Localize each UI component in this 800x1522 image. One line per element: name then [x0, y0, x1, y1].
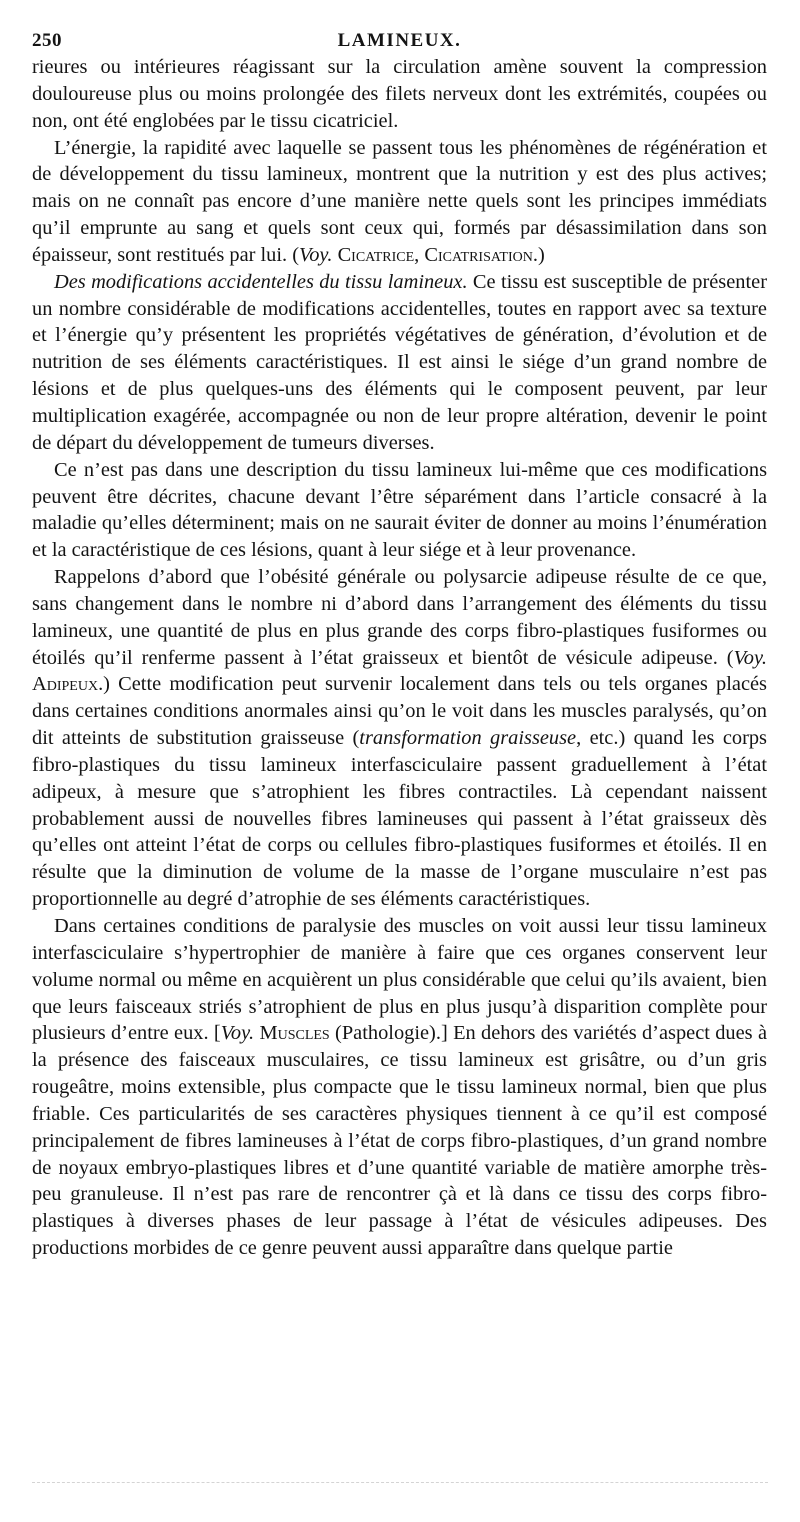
cross-reference: Muscles — [259, 1022, 330, 1045]
text-segment: L’énergie, la rapidité avec laquelle se passent tous les phénomènes de régénération et de développement du tissu lamineux, montrent que la nutrition y est des plus actives; mais on ne connaît pas encore d’une manière nette quels sont les principes immédiats qu’il emprunte au sang et quels sont ceux qui, formés par désassimilation dans son épaisseur, sont restitués par lui. ( — [32, 136, 767, 266]
paragraph — [32, 457, 767, 564]
cross-reference: Cicatrice — [337, 243, 415, 266]
page-header — [32, 30, 767, 54]
text-segment-italic: Voy. — [733, 646, 767, 669]
paragraph — [32, 564, 767, 913]
text-segment-italic: Voy. — [220, 1022, 255, 1045]
text-segment: (Pathologie).] En dehors des variétés d’aspect dues à la présence des faisceaux musculaires, ce tissu lamineux est grisâtre, ou d’un gris rougeâtre, moins extensible, plus compacte que le tissu lamineux normal, bien que plus friable. Ces particularités de ses caractères physiques tiennent à ce qu’il est composé principalement de fibres lamineuses à l’état de corps fibro-plastiques, d’un grand nombre de noyaux embryo-plastiques libres et d’une quantité variable de matière amorphe très-peu granuleuse. Il n’est pas rare de rencontrer çà et là dans ce tissu des corps fibro-plastiques à diverses phases de leur passage à l’état de vésicules adipeuses. Des productions morbides de ce genre peuvent aussi apparaître dans quelque partie — [32, 1022, 767, 1260]
document-page — [32, 30, 767, 1262]
text-segment: , etc.) quand les corps fibro-plastiques du tissu lamineux interfasciculaire passent graduellement à l’état adipeux, à mesure que s’atrophient les fibres contractiles. Là cependant naissent probablement aussi de nouvelles fibres lamineuses qui passent à l’état graisseux dès qu’elles ont atteint l’état de corps ou cellules fibro-plastiques fusiformes et étoilés. Il en résulte que la diminution de volume de la masse de l’organe musculaire n’est pas proportionnelle au degré d’atrophie de ses éléments caractéristiques. — [32, 727, 767, 911]
cross-reference: Cicatrisation — [424, 243, 533, 266]
text-segment-italic: transformation graisseuse — [359, 727, 577, 750]
text-segment: .) — [532, 243, 545, 266]
text-segment: Dans certaines conditions de paralysie des muscles on voit aussi leur tissu lamineux interfasciculaire s’hypertrophier de manière à faire que ces organes conservent leur volume normal ou même en acquièrent un plus considérable que celui qu’ils avaient, bien que leurs faisceaux striés s’atrophient de plus en plus jusqu’à disparition complète pour plusieurs d’entre eux. [ — [32, 915, 767, 1045]
section-heading-italic: Des modifications accidentelles du tissu lamineux. — [54, 270, 468, 293]
paragraph — [32, 135, 767, 269]
text-segment: Rappelons d’abord que l’obésité générale ou polysarcie adipeuse résulte de ce que, sans changement dans le nombre ni d’abord dans l’arrangement des éléments du tissu lamineux, une quantité de plus en plus grande des corps fibro-plastiques fusiformes ou étoilés qu’il renferme passent à l’état graisseux et bientôt de vésicule adipeuse. ( — [32, 566, 767, 669]
text-segment-italic: Voy. — [299, 243, 333, 266]
text-segment: Ce tissu est susceptible de présenter un nombre considérable de modifications accidentelles, toutes en rapport avec sa texture et l’énergie qu’y présentent les propriétés végétatives de génération, d’évolution et de nutrition de ses éléments caractéristiques. Il est ainsi le siége d’un grand nombre de lésions et de plus quelques-uns des éléments qui le composent peuvent, par leur multiplication exagérée, accompagnée ou non de leur propre altération, devenir le point de départ du développement de tumeurs diverses. — [32, 270, 767, 454]
text-segment: .) Cette modification peut survenir localement dans tels ou tels organes placés dans certaines conditions anormales ainsi qu’on le voit dans les muscles paralysés, qu’on dit atteints de substitution graisseuse ( — [32, 673, 767, 750]
page-number: 250 — [32, 30, 62, 51]
text-segment: , — [414, 243, 425, 266]
paragraph — [32, 913, 767, 1262]
paragraph — [32, 54, 767, 135]
footer-rule — [32, 1482, 768, 1483]
running-head: LAMINEUX. — [337, 30, 462, 51]
body-text — [32, 54, 767, 1262]
text-segment: rieures ou intérieures réagissant sur la circulation amène souvent la compression douloureuse plus ou moins prolongée des filets nerveux dont les extrémités, coupées ou non, ont été englobées par le tissu cicatriciel. — [32, 56, 767, 132]
text-segment: Ce n’est pas dans une description du tissu lamineux lui-même que ces modifications peuvent être décrites, chacune devant l’être séparément dans l’article consacré à la maladie qu’elles déterminent; mais on ne saurait éviter de donner au moins l’énumération et la caractéristique de ces lésions, quant à leur siége et à leur provenance. — [32, 458, 767, 562]
cross-reference: Adipeux — [32, 673, 99, 696]
paragraph — [32, 269, 767, 457]
